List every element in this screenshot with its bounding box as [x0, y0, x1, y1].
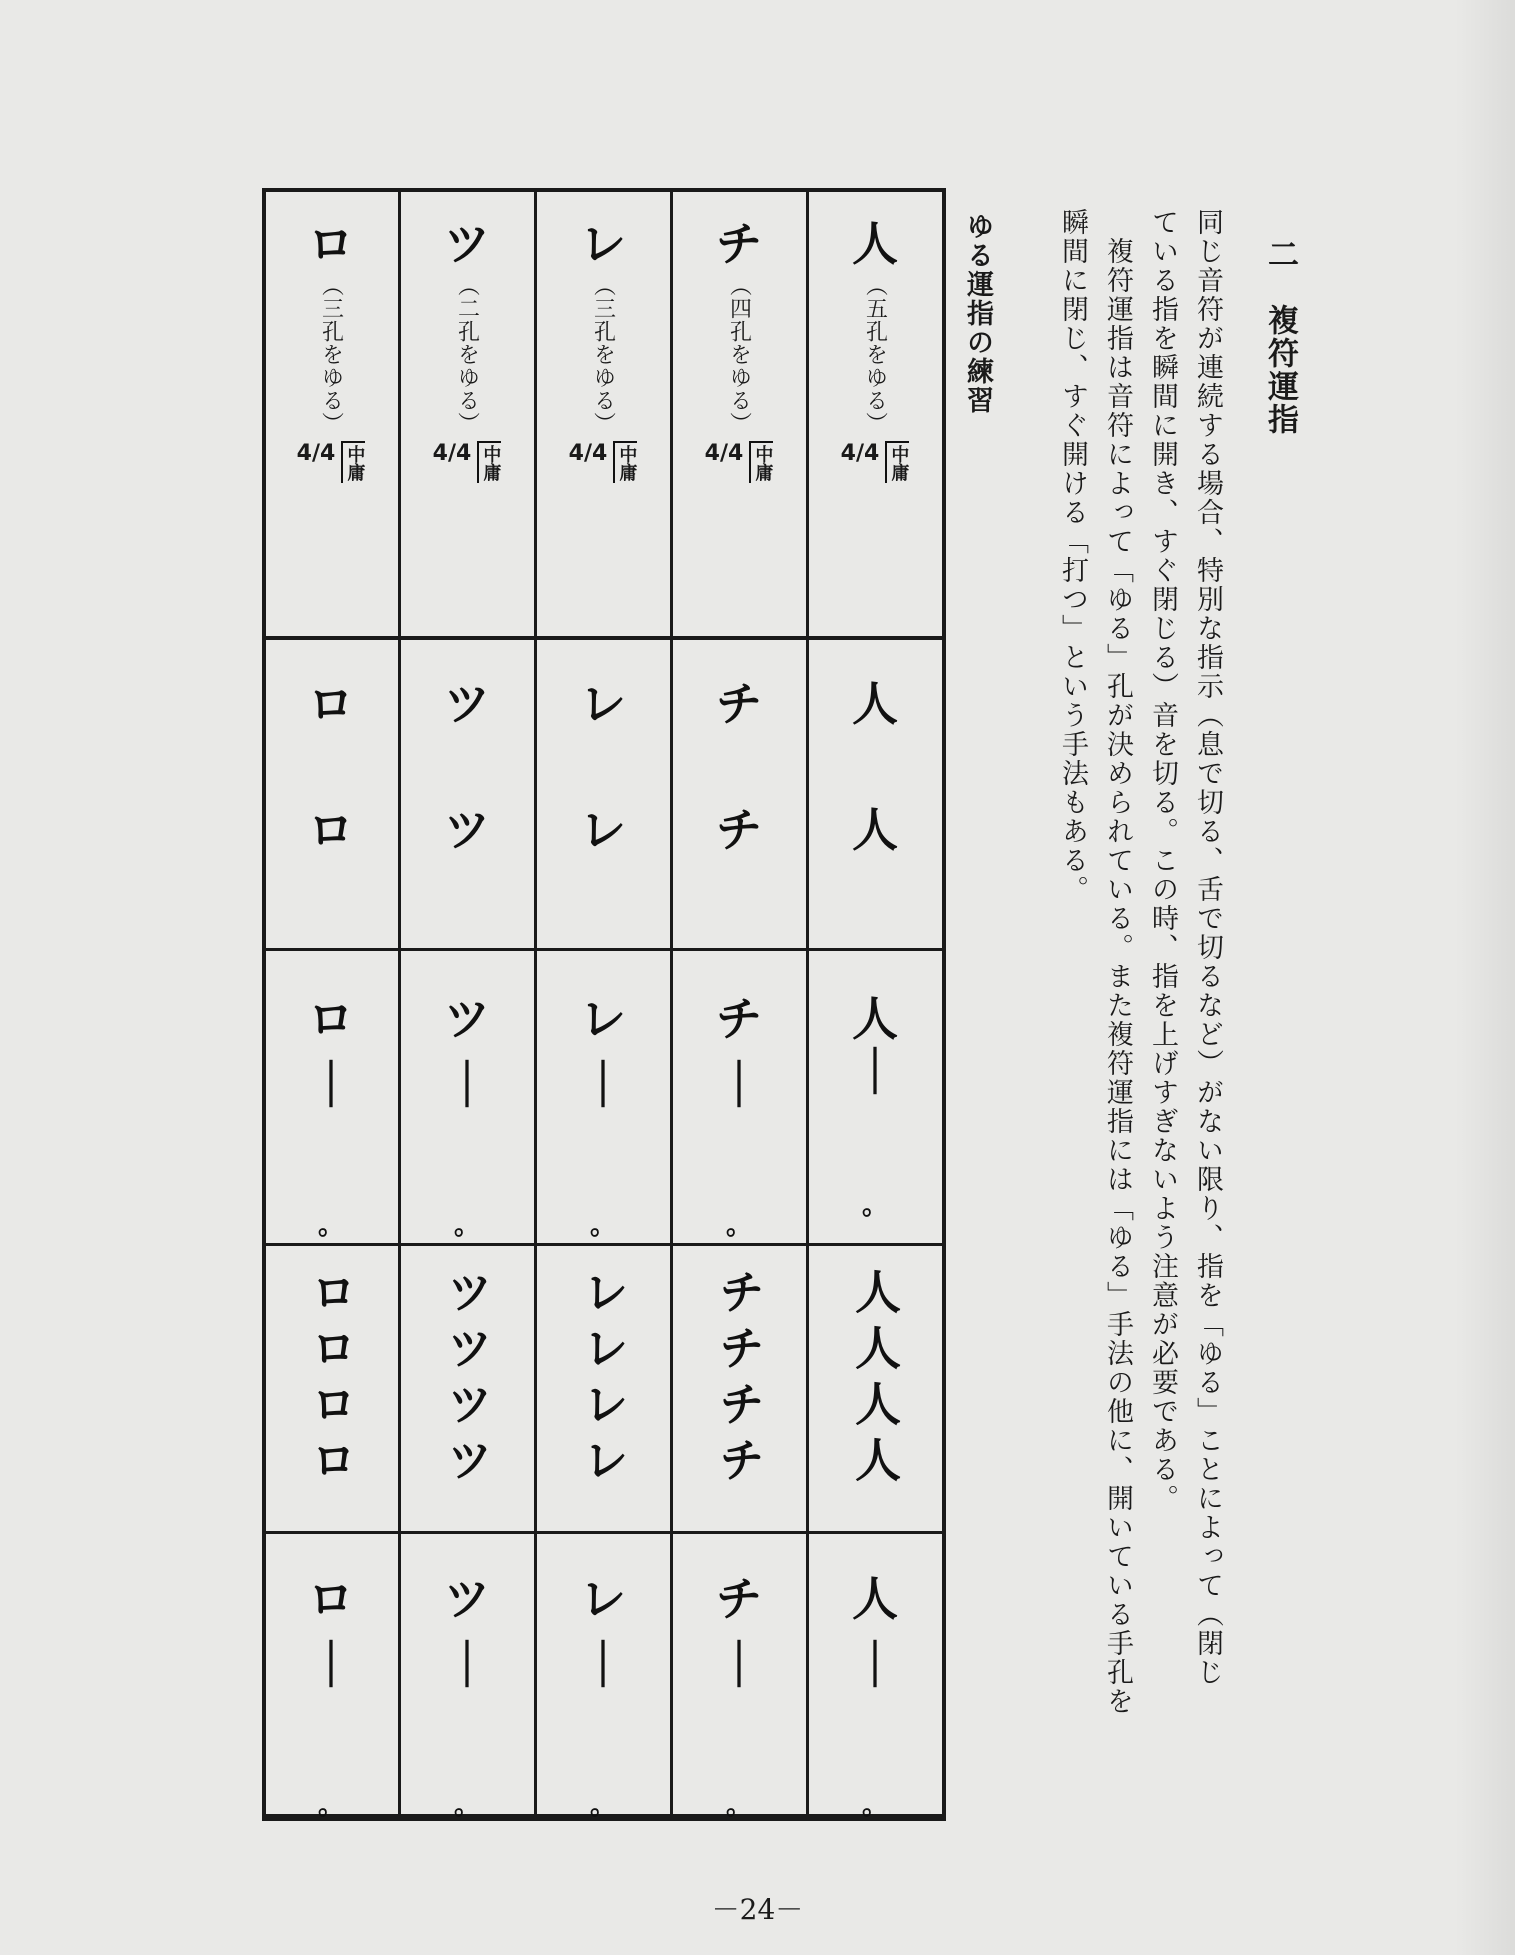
- measure-2-row-1: [820, 983, 930, 1222]
- measure-line: [262, 1243, 946, 1246]
- final-note: ツ: [444, 1572, 490, 1626]
- page-number: －24－: [711, 1893, 804, 1926]
- section-heading: 二 複符運指: [1262, 238, 1298, 436]
- note-head: レ: [580, 217, 626, 271]
- measure-line: [262, 948, 946, 951]
- tempo-mark: 中庸: [749, 441, 773, 483]
- body-line-3: 複符運指は音符によって「ゆる」孔が決められている。また複符運指には「ゆる」手法の他に、開いている手孔を: [1102, 208, 1133, 1716]
- measure-line: [262, 636, 946, 640]
- measure-4-row-1: [820, 1563, 930, 1822]
- final-note: レ: [580, 1572, 626, 1626]
- measure-1-row-5: [276, 668, 386, 860]
- repeat-note: チ: [716, 803, 762, 857]
- long-dash: ｜: [308, 1058, 354, 1112]
- note-head: 人: [852, 217, 898, 271]
- tempo-mark: 中庸: [885, 441, 909, 483]
- long-note: レ: [580, 992, 626, 1046]
- long-dash: ｜: [852, 1638, 898, 1692]
- repeat-note: レ: [580, 803, 626, 857]
- measure-3-row-2: [684, 1268, 794, 1492]
- measure-2-row-4: [412, 983, 522, 1242]
- tempo-mark: 中庸: [341, 441, 365, 483]
- row-divider: [398, 188, 401, 1818]
- rest-dot: 。: [861, 1191, 888, 1221]
- time-signature: 4/4: [296, 441, 336, 466]
- final-note: ロ: [308, 1572, 354, 1626]
- note-sequence: ツツツツ: [440, 1268, 494, 1492]
- measure-4-row-2: [684, 1563, 794, 1822]
- repeat-note: ツ: [444, 803, 490, 857]
- note-sequence: 人人人人: [848, 1268, 902, 1492]
- time-signature: 4/4: [704, 441, 744, 466]
- repeat-note: 人: [852, 803, 898, 857]
- long-dash: ｜: [580, 1638, 626, 1692]
- measure-2-row-5: [276, 983, 386, 1242]
- long-note: チ: [716, 992, 762, 1046]
- measure-1-row-1: [820, 668, 930, 860]
- score-row-4: [412, 208, 522, 483]
- body-line-4: 瞬間に閉じ、すぐ開ける「打つ」という手法もある。: [1057, 208, 1088, 904]
- yuru-note: チ: [716, 677, 762, 731]
- tempo-mark: 中庸: [613, 441, 637, 483]
- long-dash: ｜: [852, 1045, 898, 1099]
- long-dash: ｜: [580, 1058, 626, 1112]
- measure-2-row-3: [548, 983, 658, 1242]
- note-head: ロ: [308, 217, 354, 271]
- row-divider: [534, 188, 537, 1818]
- measure-2-row-2: [684, 983, 794, 1242]
- rest-dot: 。: [453, 1791, 480, 1821]
- long-dash: ｜: [716, 1638, 762, 1692]
- long-note: ロ: [308, 992, 354, 1046]
- long-dash: ｜: [444, 1638, 490, 1692]
- tempo-mark: 中庸: [477, 441, 501, 483]
- repeat-note: ロ: [308, 803, 354, 857]
- body-line-2: ている指を瞬間に開き、すぐ閉じる）音を切る。この時、指を上げすぎないよう注意が必要である。: [1147, 208, 1178, 1513]
- measure-line: [262, 1531, 946, 1534]
- yuru-note: レ: [580, 677, 626, 731]
- note-sequence: レレレレ: [576, 1268, 630, 1492]
- body-line-1: 同じ音符が連続する場合、特別な指示（息で切る、舌で切るなど）がない限り、指を「ゆる」ことによって（閉じ: [1192, 208, 1223, 1687]
- long-dash: ｜: [716, 1058, 762, 1112]
- note-sequence: チチチチ: [712, 1268, 766, 1492]
- measure-1-row-2: [684, 668, 794, 860]
- note-head: ツ: [444, 217, 490, 271]
- time-signature: 4/4: [840, 441, 880, 466]
- score-row-1: [820, 208, 930, 483]
- measure-4-row-4: [412, 1563, 522, 1822]
- long-dash: ｜: [308, 1638, 354, 1692]
- rest-dot: 。: [861, 1791, 888, 1821]
- rest-dot: 。: [725, 1211, 752, 1241]
- fingering-instruction: （二孔をゆる）: [454, 274, 480, 435]
- row-divider: [806, 188, 809, 1818]
- score-row-3: [548, 208, 658, 483]
- fingering-instruction: （三孔をゆる）: [590, 274, 616, 435]
- fingering-instruction: （三孔をゆる）: [318, 274, 344, 435]
- rest-dot: 。: [317, 1211, 344, 1241]
- measure-4-row-5: [276, 1563, 386, 1822]
- time-signature: 4/4: [432, 441, 472, 466]
- measure-4-row-3: [548, 1563, 658, 1822]
- rest-dot: 。: [453, 1211, 480, 1241]
- note-sequence: ロロロロ: [304, 1268, 358, 1492]
- rest-dot: 。: [725, 1791, 752, 1821]
- row-divider: [670, 188, 673, 1818]
- measure-3-row-5: [276, 1268, 386, 1492]
- fingering-instruction: （四孔をゆる）: [726, 274, 752, 435]
- page-edge-shadow: [1455, 0, 1515, 1955]
- measure-3-row-3: [548, 1268, 658, 1492]
- score-row-5: [276, 208, 386, 483]
- long-note: ツ: [444, 992, 490, 1046]
- long-note: 人: [852, 992, 898, 1046]
- yuru-note: ロ: [308, 677, 354, 731]
- notation-table: [262, 188, 942, 1823]
- rest-dot: 。: [589, 1791, 616, 1821]
- yuru-note: ツ: [444, 677, 490, 731]
- final-note: 人: [852, 1572, 898, 1626]
- final-note: チ: [716, 1572, 762, 1626]
- rest-dot: 。: [317, 1791, 344, 1821]
- fingering-instruction: （五孔をゆる）: [862, 274, 888, 435]
- score-row-2: [684, 208, 794, 483]
- measure-1-row-3: [548, 668, 658, 860]
- time-signature: 4/4: [568, 441, 608, 466]
- measure-3-row-1: [820, 1268, 930, 1492]
- measure-3-row-4: [412, 1268, 522, 1492]
- long-dash: ｜: [444, 1058, 490, 1112]
- measure-1-row-4: [412, 668, 522, 860]
- rest-dot: 。: [589, 1211, 616, 1241]
- yuru-note: 人: [852, 677, 898, 731]
- note-head: チ: [716, 217, 762, 271]
- exercise-caption: ゆる運指の練習: [962, 212, 993, 415]
